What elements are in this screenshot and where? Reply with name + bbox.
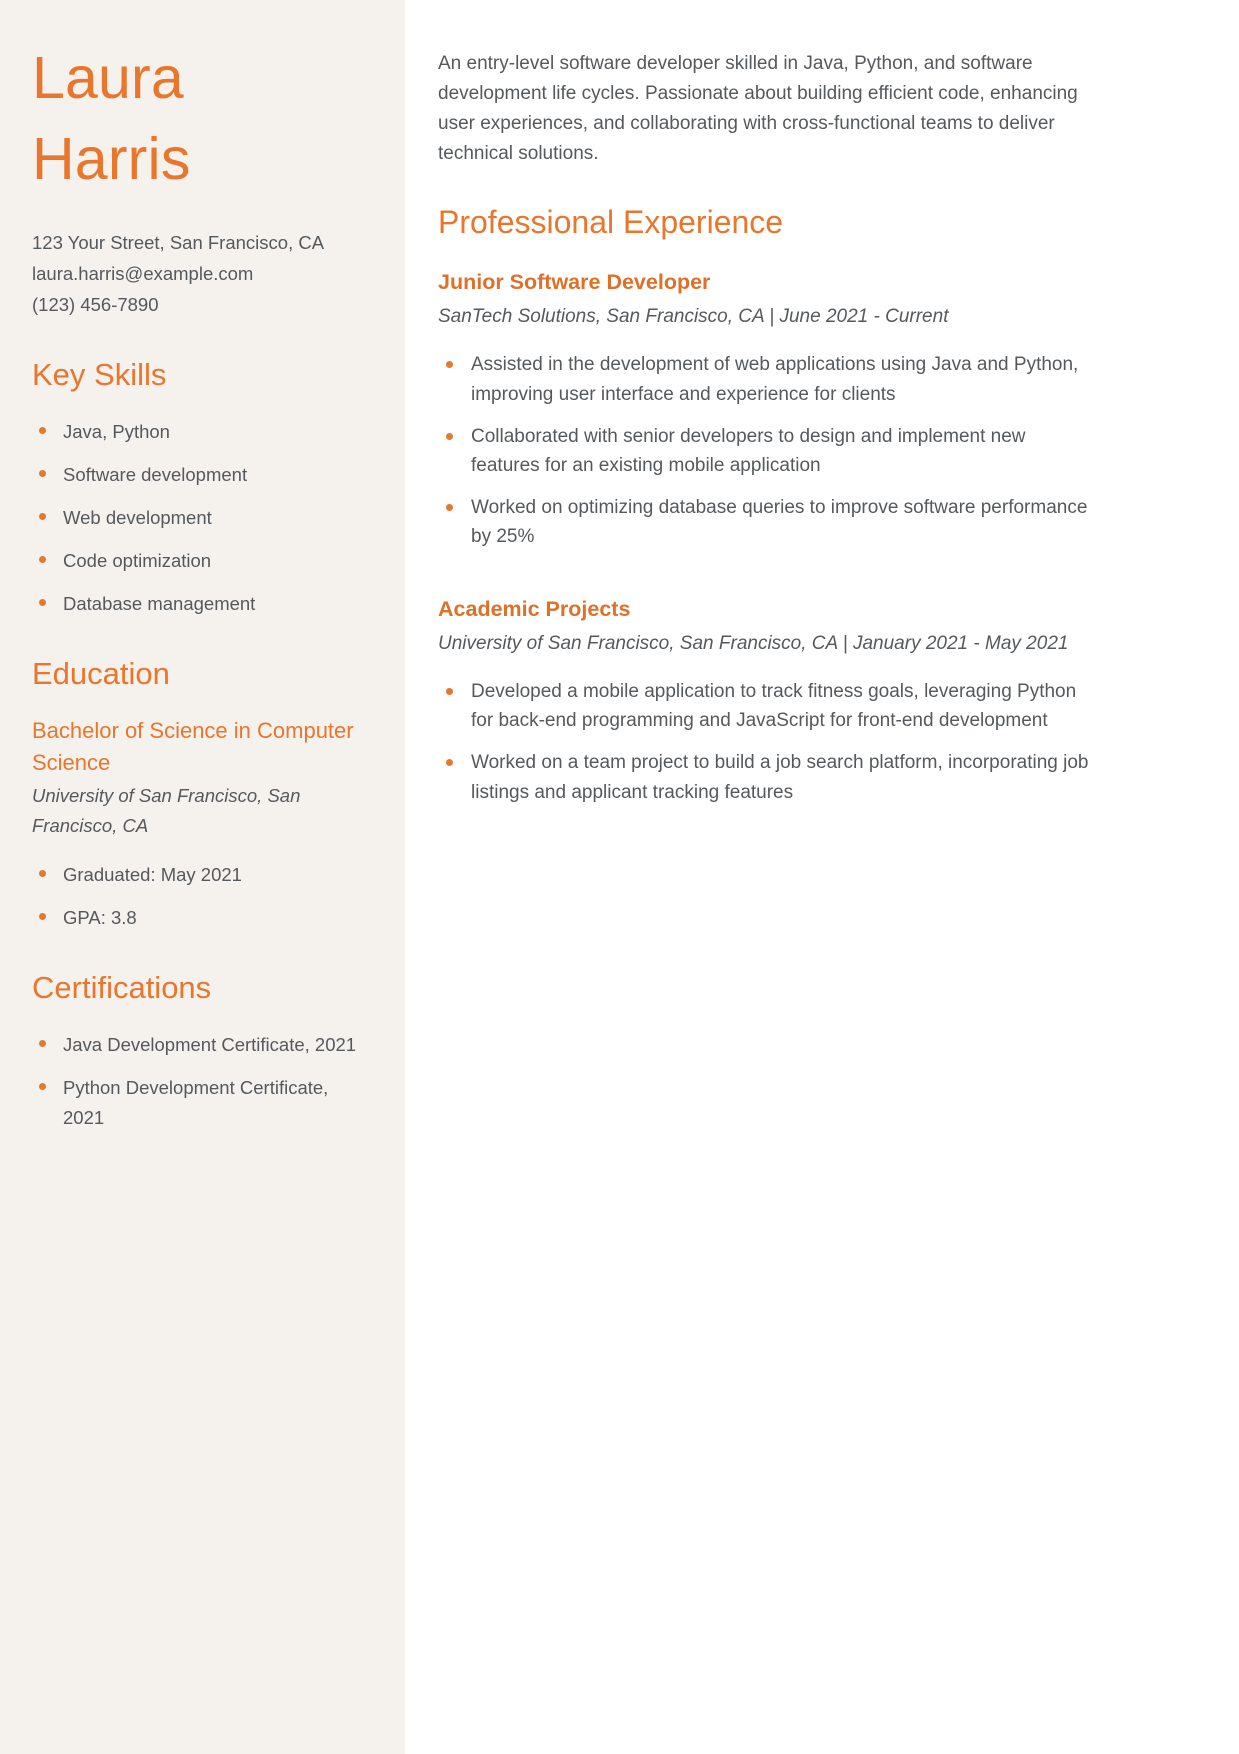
list-item: GPA: 3.8 (32, 903, 359, 933)
list-item: Worked on optimizing database queries to improve software performance by 25% (438, 493, 1089, 552)
education-heading: Education (32, 655, 170, 691)
last-name: Harris (32, 126, 191, 193)
education-degree: Bachelor of Science in Computer Science (32, 718, 354, 776)
professional-summary: An entry-level software developer skilled in Java, Python, and software development life cycles. Passionate about building efficient code, enhancing user experiences, and collaborating with cross-functional teams to deliver technical solutions. (438, 53, 1078, 165)
education-school: University of San Francisco, San Francisco, CA (32, 785, 301, 836)
entry-bullets (438, 350, 1089, 552)
list-item: Graduated: May 2021 (32, 860, 359, 890)
candidate-name (32, 38, 359, 201)
list-item: Developed a mobile application to track fitness goals, leveraging Python for back-end programming and JavaScript for front-end development (438, 677, 1089, 736)
list-item: Assisted in the development of web applications using Java and Python, improving user interface and experience for clients (438, 350, 1089, 409)
main-column (405, 0, 1239, 1754)
list-item: Collaborated with senior developers to design and implement new features for an existing mobile application (438, 422, 1089, 481)
list-item: Java, Python (32, 417, 359, 447)
key-skills-list (32, 417, 359, 619)
sidebar (0, 0, 405, 1754)
entry-title: Junior Software Developer (438, 270, 711, 295)
list-item: Web development (32, 503, 359, 533)
professional-experience-heading: Professional Experience (438, 204, 784, 241)
education-details-list (32, 860, 359, 933)
list-item: Code optimization (32, 546, 359, 576)
first-name: Laura (32, 45, 184, 111)
entry-title: Academic Projects (438, 597, 631, 622)
list-item: Worked on a team project to build a job search platform, incorporating job listings and applicant tracking features (438, 748, 1089, 807)
contact-address: 123 Your Street, San Francisco, CA (32, 231, 325, 253)
entry-meta: SanTech Solutions, San Francisco, CA | June 2021 - Current (438, 306, 949, 328)
list-item: Database management (32, 589, 359, 619)
list-item: Java Development Certificate, 2021 (32, 1030, 359, 1060)
contact-block (32, 227, 359, 320)
entry-bullets (438, 677, 1089, 808)
contact-email: laura.harris@example.com (32, 262, 254, 284)
key-skills-heading: Key Skills (32, 357, 167, 393)
list-item: Python Development Certificate, 2021 (32, 1073, 359, 1133)
experience-entry (438, 269, 1089, 552)
entry-meta: University of San Francisco, San Francisco, CA | January 2021 - May 2021 (438, 632, 1069, 654)
contact-phone: (123) 456-7890 (32, 293, 159, 315)
list-item: Software development (32, 460, 359, 490)
academic-projects-entry (438, 596, 1089, 807)
certifications-list (32, 1030, 359, 1133)
certifications-heading: Certifications (32, 970, 212, 1006)
